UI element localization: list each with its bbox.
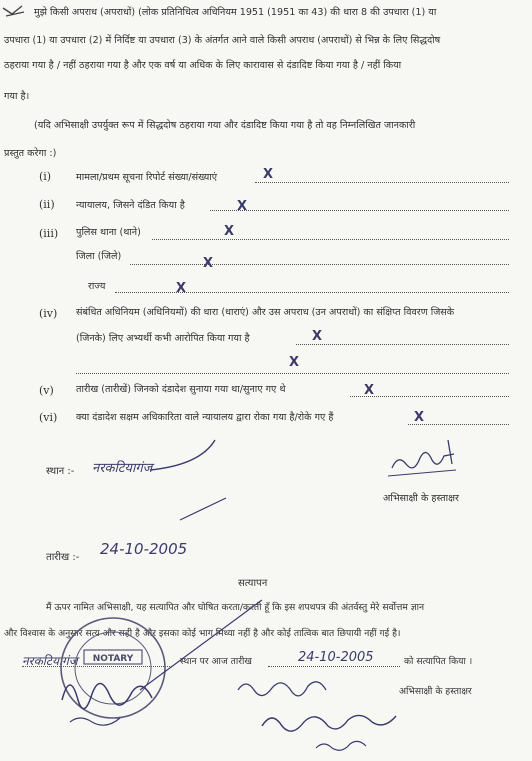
notary-stamp [61,618,165,718]
item-iv-line2: (जिनके) लिए अभ्यर्थी कभी आरोपित किया गया है [76,333,250,344]
item-iii-district-label: जिला (जिले) [76,251,122,262]
item-iii-number: (iii) [39,227,59,240]
place-handwritten: नरकटियागंज [92,461,153,476]
item-iii-cross: X [224,224,235,239]
para1-line1: मुझे किसी अपराध (अपराधों) (लोक प्रतिनिधित्व अधिनियम 1951 (1951 का 43) की धारा 8 की उपधारा (1) या [34,7,437,18]
para1-line4: गया है। [4,91,30,102]
verification-line1: मैं ऊपर नामित अभिसाक्षी, यह सत्यापित और घोषित करता/करती हूँ कि इस शपथपत्र की अंतर्वस्तु मेरे सर्वोत्तम ज्ञान [46,602,425,613]
date-label: तारीख :- [46,552,80,563]
item-ii-label: न्यायालय, जिसने दंडित किया है [76,200,185,211]
item-v-number: (v) [39,384,54,397]
item-vi-cross: X [414,410,425,425]
item-iv-number: (iv) [39,307,58,320]
pen-stroke-stamp [140,600,262,690]
corner-mark [3,6,24,16]
verification-line2: और विश्वास के अनुसार सत्य और सही है और इसका कोई भाग मिथ्या नहीं है और कोई तात्विक बात छिपायी नहीं गई है। [4,628,401,639]
date-handwritten: 24-10-2005 [100,540,188,558]
deponent-signature-lower-mark [238,682,326,696]
item-v-cross: X [364,383,375,398]
para1-line2: उपधारा (1) या उपधारा (2) में निर्दिष्ट या उपधारा (3) के अंतर्गत आने वाले किसी अपराध (अपराधों) से भिन्न के लिए सिद्धदोष [4,35,441,46]
item-ii-number: (ii) [39,198,55,211]
deponent-signature-mark [392,440,454,468]
para2-line1: (यदि अभिसाक्षी उपर्युक्त रूप में सिद्धदोष ठहराया गया और दंडादिष्ट किया गया है तो वह निम्नलिखित जानकारी [34,120,416,131]
item-v-label: तारीख (तारीखें) जिनको दंडादेश सुनाया गया था/सुनाए गए थे [76,384,286,395]
verification-date-handwritten: 24-10-2005 [298,650,374,665]
item-vi-number: (vi) [39,411,58,424]
item-i-label: मामला/प्रथम सूचना रिपोर्ट संख्या/संख्याएं [76,172,218,183]
item-vi-label: क्या दंडादेश सक्षम अधिकारिता वाले न्यायालय द्वारा रोका गया है/रोके गए हैं [76,412,334,423]
verification-line3-mid: स्थान पर आज तारीख [180,656,252,667]
para2-line2: प्रस्तुत करेगा :) [4,148,57,159]
item-i-number: (i) [39,170,52,183]
notary-signature-mark [62,683,152,708]
item-iv-line1: संबंधित अधिनियम (अधिनियमों) की धारा (धाराएं) और उस अपराध (उन अपराधों) का संक्षिप्त विवरण जिसके [76,307,455,318]
item-iii-district-cross: X [203,256,214,271]
place-label: स्थान :- [46,466,75,477]
item-iv-cross-2: X [289,355,300,370]
verification-heading: सत्यापन [238,578,268,589]
item-iv-cross: X [312,329,323,344]
verification-line3-end: को सत्यापित किया । [404,656,473,667]
item-iii-state-cross: X [176,281,187,296]
item-iii-label: पुलिस थाना (थाने) [76,227,141,238]
verification-place-handwritten: नरकटियागंज [22,654,78,668]
item-i-cross: X [263,167,274,182]
deponent-signature-label: अभिसाक्षी के हस्ताक्षर [383,493,459,504]
para1-line3: ठहराया गया है / नहीं ठहराया गया है और एक वर्ष या अधिक के लिए कारावास से दंडादिष्ट किया गया है / नहीं किया [4,60,402,71]
verification-signature-label: अभिसाक्षी के हस्ताक्षर [399,686,472,697]
item-ii-cross: X [237,199,248,214]
pen-stroke-diagonal [180,498,226,520]
pen-stroke-place [150,440,215,470]
item-iii-state-label: राज्य [88,281,106,292]
notary-stamp-text: NOTARY [92,654,134,664]
